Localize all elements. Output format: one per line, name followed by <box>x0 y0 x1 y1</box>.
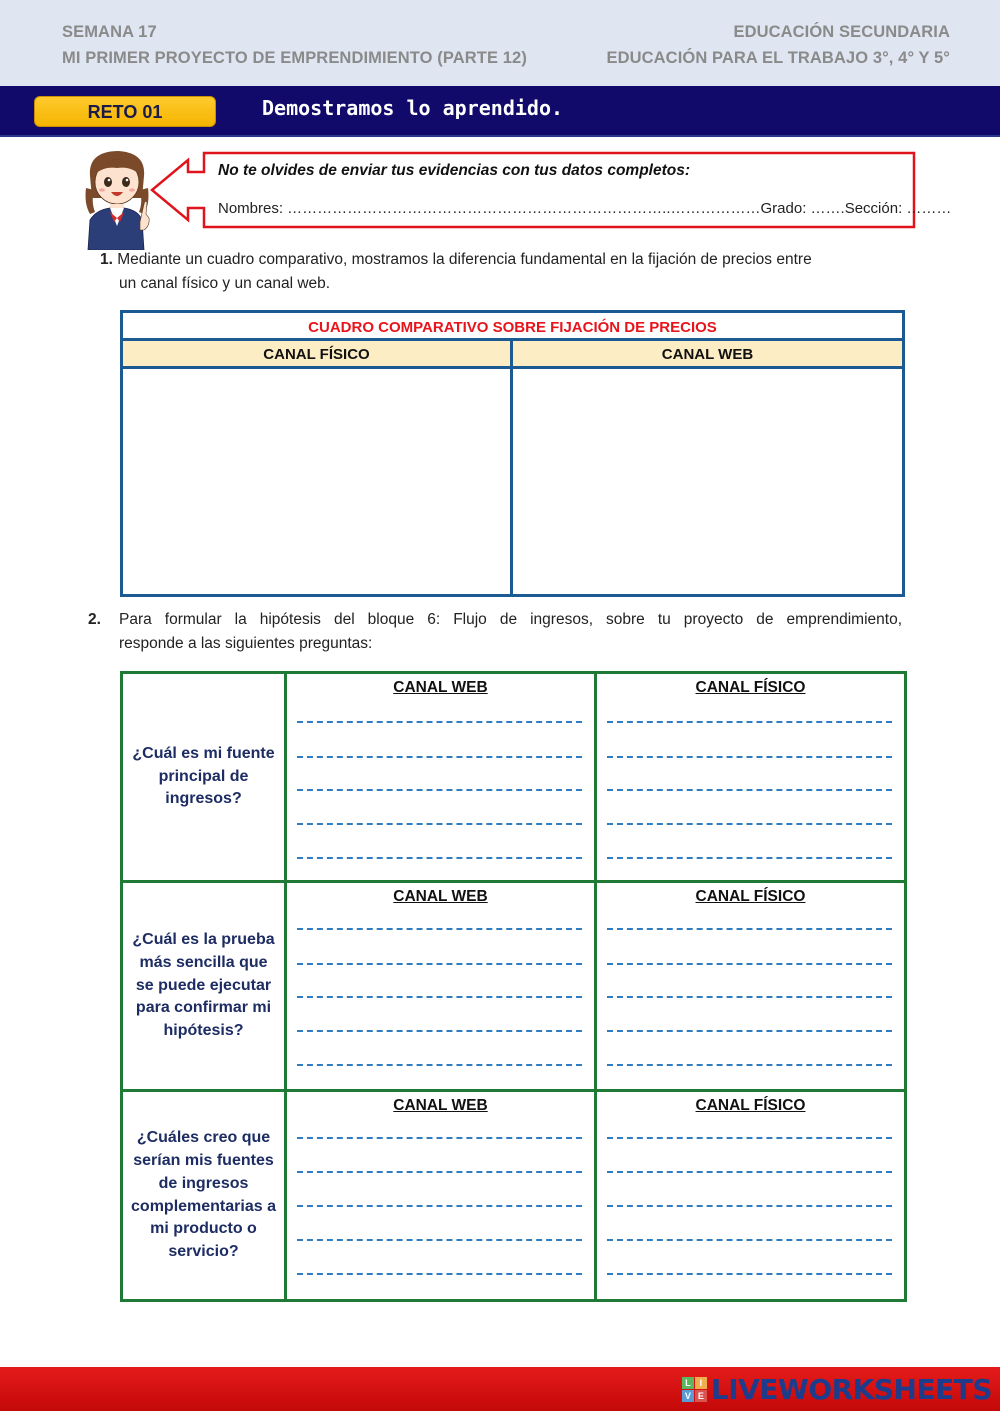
cube-l: L <box>682 1377 694 1389</box>
question-2 <box>88 608 902 656</box>
comparison-table <box>120 310 905 597</box>
question-1-line-2: un canal físico y un canal web. <box>119 275 331 292</box>
canal-fisico-answer-cell[interactable] <box>597 883 904 1089</box>
canal-web-label: CANAL WEB <box>393 679 488 696</box>
answer-line[interactable] <box>607 1171 892 1173</box>
canal-fisico-answer-cell[interactable] <box>123 369 513 594</box>
answer-line[interactable] <box>297 928 582 930</box>
canal-fisico-label: CANAL FÍSICO <box>695 679 806 696</box>
answer-line[interactable] <box>607 823 892 825</box>
question-2-number: 2. <box>88 611 101 628</box>
answer-line[interactable] <box>297 1171 582 1173</box>
cube-v: V <box>682 1390 694 1402</box>
canal-web-answer-cell[interactable] <box>287 1092 597 1299</box>
answer-line[interactable] <box>297 721 582 723</box>
answer-line[interactable] <box>297 963 582 965</box>
answer-line[interactable] <box>607 721 892 723</box>
canal-fisico-label: CANAL FÍSICO <box>695 888 806 905</box>
page-header <box>0 0 1000 86</box>
cube-e: E <box>695 1390 707 1402</box>
answer-line[interactable] <box>607 1205 892 1207</box>
answer-line[interactable] <box>297 1030 582 1032</box>
answer-line[interactable] <box>297 789 582 791</box>
answer-line[interactable] <box>607 928 892 930</box>
canal-fisico-answer-cell[interactable] <box>597 1092 904 1299</box>
question-1-number: 1. <box>100 251 113 268</box>
hypothesis-question: ¿Cuáles creo que serían mis fuentes de ingresos complementarias a mi producto o servicio? <box>123 1092 287 1299</box>
canal-web-label: CANAL WEB <box>393 888 488 905</box>
answer-line[interactable] <box>607 996 892 998</box>
level-label: EDUCACIÓN SECUNDARIA <box>733 23 950 41</box>
answer-line[interactable] <box>607 963 892 965</box>
question-1-line-1: Mediante un cuadro comparativo, mostramos la diferencia fundamental en la fijación de precios entre <box>117 251 812 268</box>
hypothesis-question: ¿Cuál es mi fuente principal de ingresos? <box>123 674 287 880</box>
reminder-text: No te olvides de enviar tus evidencias con tus datos completos: <box>218 162 691 179</box>
challenge-band <box>0 86 1000 137</box>
answer-line[interactable] <box>607 1137 892 1139</box>
answer-line[interactable] <box>297 1273 582 1275</box>
student-girl-illustration <box>82 148 152 250</box>
subject-label: EDUCACIÓN PARA EL TRABAJO 3°, 4° Y 5° <box>606 49 950 67</box>
question-2-line-2: responde a las siguientes preguntas: <box>119 635 373 652</box>
answer-line[interactable] <box>607 1239 892 1241</box>
answer-line[interactable] <box>297 1064 582 1066</box>
answer-line[interactable] <box>297 756 582 758</box>
answer-line[interactable] <box>297 857 582 859</box>
answer-line[interactable] <box>607 1273 892 1275</box>
answer-line[interactable] <box>297 996 582 998</box>
column-header-canal-web: CANAL WEB <box>513 341 902 369</box>
answer-line[interactable] <box>297 1205 582 1207</box>
answer-line[interactable] <box>607 789 892 791</box>
challenge-badge: RETO 01 <box>34 96 216 127</box>
live-cubes-icon <box>682 1377 707 1402</box>
student-info-line[interactable]: Nombres: …………………………………………………………………..………………Grado: …….Sección: ……… <box>218 200 952 217</box>
challenge-title: Demostramos lo aprendido. <box>262 96 564 120</box>
project-title: MI PRIMER PROYECTO DE EMPRENDIMIENTO (PARTE 12) <box>62 49 527 67</box>
liveworksheets-logo[interactable] <box>682 1374 992 1404</box>
canal-web-answer-cell[interactable] <box>287 674 597 880</box>
liveworksheets-wordmark: LIVEWORKSHEETS <box>710 1372 992 1406</box>
answer-line[interactable] <box>607 1030 892 1032</box>
canal-fisico-answer-cell[interactable] <box>597 674 904 880</box>
hypothesis-row <box>123 883 904 1092</box>
comparison-table-title: CUADRO COMPARATIVO SOBRE FIJACIÓN DE PRECIOS <box>123 313 902 341</box>
question-1 <box>100 248 900 296</box>
hypothesis-row <box>123 674 904 883</box>
canal-fisico-label: CANAL FÍSICO <box>695 1097 806 1114</box>
answer-line[interactable] <box>297 823 582 825</box>
hypothesis-row <box>123 1092 904 1299</box>
column-header-canal-fisico: CANAL FÍSICO <box>123 341 513 369</box>
question-2-line-1: Para formular la hipótesis del bloque 6: Flujo de ingresos, sobre tu proyecto de emprendimiento, <box>119 611 902 628</box>
answer-line[interactable] <box>297 1137 582 1139</box>
canal-web-answer-cell[interactable] <box>287 883 597 1089</box>
hypothesis-question: ¿Cuál es la prueba más sencilla que se puede ejecutar para confirmar mi hipótesis? <box>123 883 287 1089</box>
answer-line[interactable] <box>607 756 892 758</box>
canal-web-answer-cell[interactable] <box>513 369 902 594</box>
footer-bar <box>0 1367 1000 1411</box>
answer-line[interactable] <box>607 857 892 859</box>
week-label: SEMANA 17 <box>62 23 157 41</box>
answer-line[interactable] <box>297 1239 582 1241</box>
answer-line[interactable] <box>607 1064 892 1066</box>
hypothesis-table <box>120 671 907 1302</box>
canal-web-label: CANAL WEB <box>393 1097 488 1114</box>
cube-i: I <box>695 1377 707 1389</box>
